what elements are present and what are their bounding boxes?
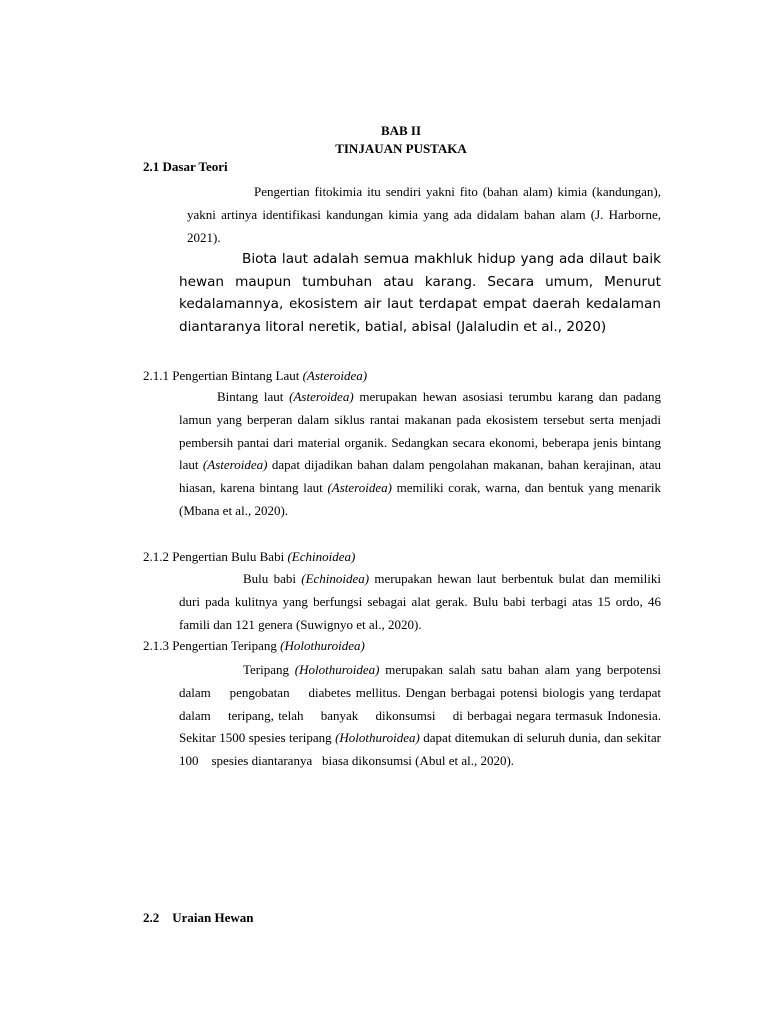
text-run: merupakan hewan asosiasi terumbu karang dan padang lamun yang berperan dalam siklus rantai makanan pada ekosistem tersebut serta menjadi pembersih pantai dari material organik. Sedangkan secara ekonomi, beberapa jenis bintang laut [179,389,661,473]
heading-species: (Echinoidea) [287,549,356,564]
chapter-number: BAB II [380,123,422,138]
text-run: Bintang laut [217,389,290,404]
species-name: (Asteroidea) [289,389,354,404]
heading-species: (Holothuroidea) [280,638,365,653]
text-run: memiliki corak, warna, dan bentuk yang menarik (Mbana et al., 2020). [179,480,661,518]
section-heading-2-1-2 [143,549,355,565]
species-name: (Holothuroidea) [294,662,380,677]
section-heading-2-1-1 [143,368,367,384]
heading-text: 2.1.2 Pengertian Bulu Babi [143,549,288,564]
heading-text: 2.1.1 Pengertian Bintang Laut [143,368,303,383]
text-run: merupakan hewan laut berbentuk bulat dan memiliki duri pada kulitnya yang berfungsi sebagai alat gerak. Bulu babi terbagi atas 15 ordo, 46 famili dan 121 genera (Suwignyo et al., 2020). [179,571,662,632]
paragraph-bintang-laut [179,386,661,523]
species-name: (Asteroidea) [202,457,268,473]
section-heading-2-1: 2.1 Dasar Teori [143,159,228,174]
species-name: (Echinoidea) [301,571,370,586]
paragraph-fitokimia: Pengertian fitokimia itu sendiri yakni fito (bahan alam) kimia (kandungan), yakni artinya identifikasi kandungan kimia yang ada didalam bahan alam (J. Harborne, 2021). [187,184,661,245]
species-name: (Holothuroidea) [335,730,420,746]
paragraph-biota-laut: Biota laut adalah semua makhluk hidup yang ada dilaut baik hewan maupun tumbuhan atau karang. Secara umum, Menurut kedalamannya, ekosistem air laut terdapat empat daerah kedalaman diantaranya litoral neretik, batial, abisal (Jalaludin et al., 2020) [179,251,661,335]
text-run: dapat dijadikan bahan dalam pengolahan makanan, bahan kerajinan, atau hiasan, karena bintang laut [179,457,661,496]
species-name: (Asteroidea) [327,480,392,496]
paragraph-bulu-babi [179,568,661,636]
section-heading-2-1-3 [143,638,365,654]
section-heading-2-2: 2.2 Uraian Hewan [143,910,254,925]
text-run: dapat ditemukan di seluruh dunia, dan sekitar 100 spesies diantaranya biasa dikonsumsi (Abul et al., 2020). [179,730,665,769]
paragraph-teripang [179,659,665,773]
chapter-title: TINJAUAN PUSTAKA [335,141,467,156]
heading-text: 2.1.3 Pengertian Teripang [143,638,281,653]
text-run: Bulu babi [243,571,302,586]
text-run: merupakan salah satu bahan alam yang berpotensi dalam pengobatan diabetes mellitus. Dengan berbagai potensi biologis yang terdapat dalam teripang, telah banyak dikonsumsi di berbagai negara termasuk Indonesia. Sekitar 1500 spesies teripang [179,662,665,746]
heading-species: (Asteroidea) [302,368,368,383]
text-run: Teripang [243,662,295,677]
